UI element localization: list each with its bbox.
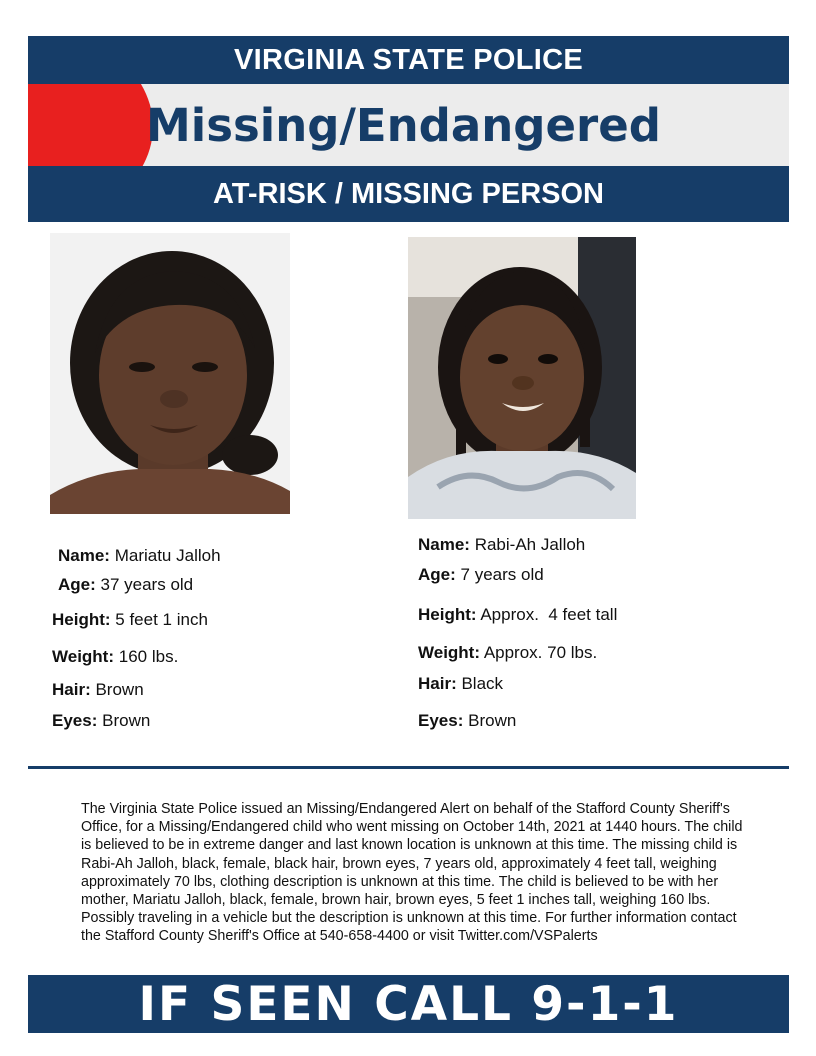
- section-divider: [28, 766, 789, 769]
- left-age-row: [58, 575, 193, 595]
- left-name-row: [58, 546, 221, 566]
- left-name-value: Mariatu Jalloh: [114, 546, 221, 565]
- right-weight-row: [418, 643, 597, 663]
- left-eyes-label: Eyes:: [52, 711, 98, 730]
- agency-title: VIRGINIA STATE POLICE: [234, 44, 583, 76]
- left-eyes-row: [52, 711, 150, 731]
- call-to-action: IF SEEN CALL 9-1-1: [138, 977, 679, 1032]
- photo-rabi-ah-jalloh: [408, 237, 636, 519]
- left-height-label: Height:: [52, 610, 111, 629]
- right-name-value: Rabi-Ah Jalloh: [474, 535, 586, 554]
- right-age-row: [418, 565, 544, 585]
- subheadline: AT-RISK / MISSING PERSON: [212, 178, 604, 210]
- right-age-value: 7 years old: [460, 565, 544, 584]
- left-age-label: Age:: [58, 575, 96, 594]
- right-weight-value: Approx. 70 lbs.: [483, 643, 598, 662]
- right-hair-label: Hair:: [418, 674, 457, 693]
- left-weight-row: [52, 647, 178, 667]
- right-height-value: Approx. 4 feet tall: [480, 605, 618, 624]
- subheadline-banner: [28, 166, 789, 222]
- right-age-label: Age:: [418, 565, 456, 584]
- left-height-row: [52, 610, 208, 630]
- left-age-value: 37 years old: [100, 575, 194, 594]
- red-circle-graphic: [28, 84, 153, 166]
- headline-banner: [28, 84, 789, 166]
- right-name-row: [418, 535, 585, 555]
- right-height-row: [418, 605, 617, 625]
- photo-mariatu-jalloh: [50, 233, 290, 514]
- left-hair-row: [52, 680, 144, 700]
- left-weight-label: Weight:: [52, 647, 115, 666]
- right-height-label: Height:: [418, 605, 477, 624]
- right-eyes-label: Eyes:: [418, 711, 464, 730]
- left-weight-value: 160 lbs.: [118, 647, 179, 666]
- right-eyes-value: Brown: [468, 711, 517, 730]
- right-hair-row: [418, 674, 503, 694]
- right-hair-value: Black: [461, 674, 504, 693]
- right-eyes-row: [418, 711, 516, 731]
- left-hair-label: Hair:: [52, 680, 91, 699]
- right-name-label: Name:: [418, 535, 470, 554]
- alert-description: The Virginia State Police issued an Missing/Endangered Alert on behalf of the Stafford County Sheriff's Office, for a Missing/Endangered child who went missing on October 14th, 2021 at 1440 hours. The child is believed to be in extreme danger and last known location is unknown at this time. The missing child is Rabi-Ah Jalloh, black, female, black hair, brown eyes, 7 years old, approximately 4 feet tall, weighing approximately 70 lbs, clothing description is unknown at this time. The child is believed to be with her mother, Mariatu Jalloh, black, female, brown hair, brown eyes, 5 feet 1 inches tall, weighing 160 lbs. Possibly traveling in a vehicle but the description is unknown at this time. For further information contact the Stafford County Sheriff's Office at 540-658-4400 or visit Twitter.com/VSPalerts: [81, 801, 743, 945]
- call-to-action-banner: [28, 975, 789, 1033]
- right-weight-label: Weight:: [418, 643, 481, 662]
- left-eyes-value: Brown: [102, 711, 151, 730]
- headline: Missing/Endangered: [146, 99, 661, 152]
- left-hair-value: Brown: [95, 680, 144, 699]
- left-height-value: 5 feet 1 inch: [115, 610, 208, 629]
- agency-banner: [28, 36, 789, 84]
- left-name-label: Name:: [58, 546, 110, 565]
